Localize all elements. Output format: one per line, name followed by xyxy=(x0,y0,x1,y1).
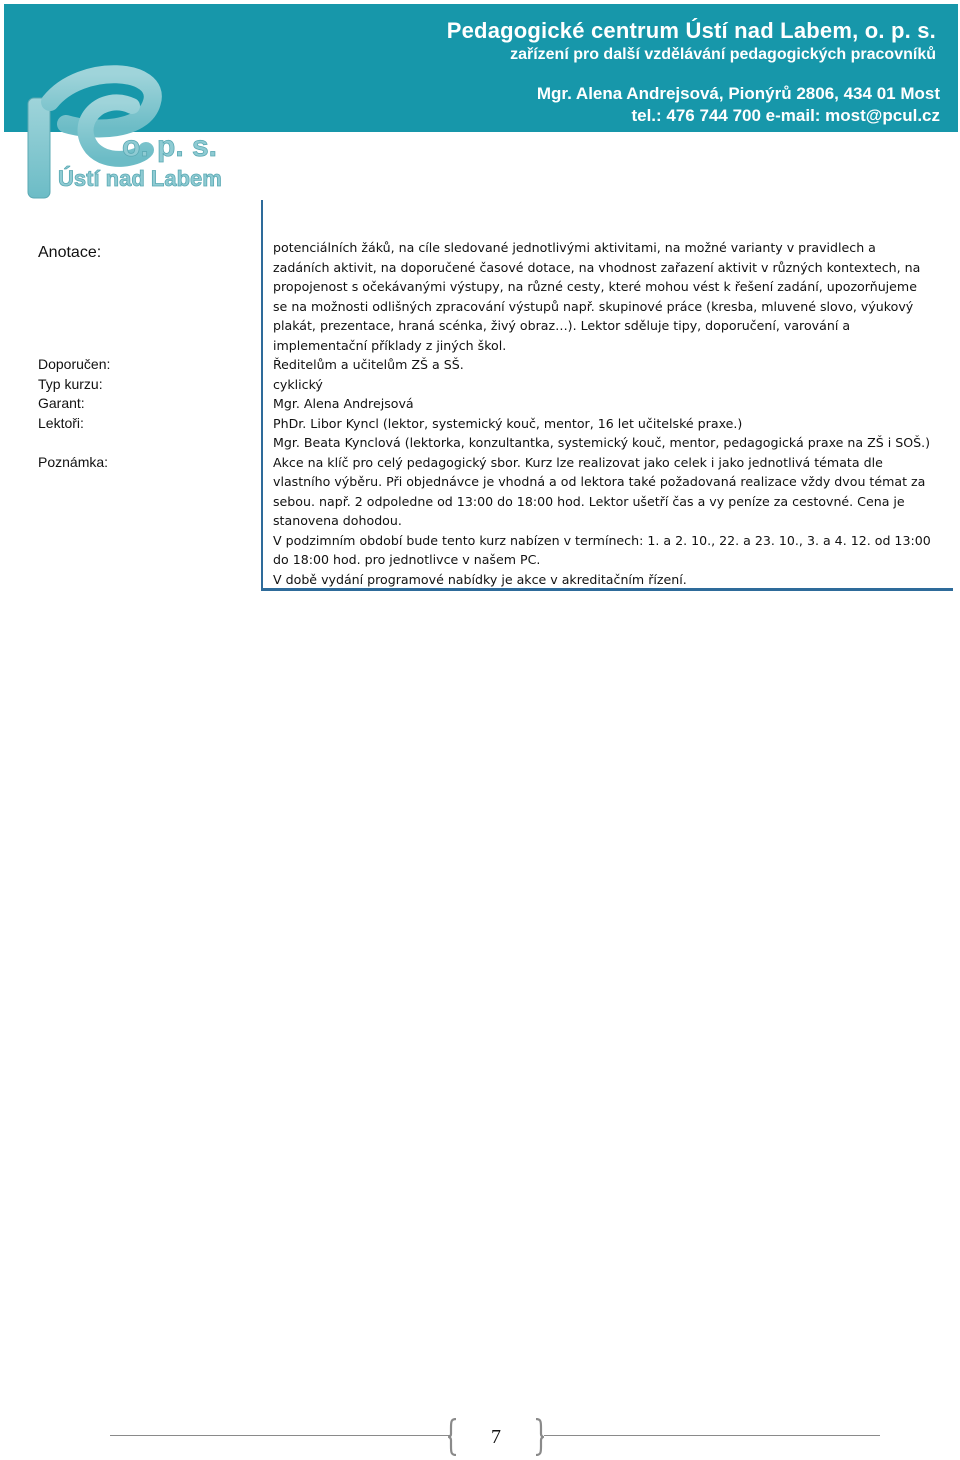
poznamka-line: Akce na klíč pro celý pedagogický sbor. Kurz lze realizovat jako celek i jako jednotlivá témata dle xyxy=(273,454,883,470)
lektor-line: PhDr. Libor Kyncl (lektor, systemický kouč, mentor, 16 let učitelské praxe.) xyxy=(273,415,743,431)
anotace-line: implementační příklady z jiných škol. xyxy=(273,337,507,353)
doporucen-value: Ředitelům a učitelům ZŠ a SŠ. xyxy=(273,357,464,372)
anotace-line: propojenost s očekávanými výstupy, na různé cesty, které mohou vést k řešení zadání, upozorňujeme xyxy=(273,279,917,294)
label-poznamka: Poznámka: xyxy=(38,454,109,470)
poznamka-line: do 18:00 hod. pro jednotlivce v našem PC. xyxy=(273,552,541,567)
typ-kurzu-value: cyklický xyxy=(273,376,323,392)
page-number: 7 xyxy=(491,1426,501,1448)
logo-city-text: Ústí nad Labem xyxy=(58,166,222,191)
label-lektori: Lektoři: xyxy=(38,415,84,431)
anotace-line: potenciálních žáků, na cíle sledované jednotlivými aktivitami, na možné varianty v pravidlech a xyxy=(273,240,876,255)
footer-bracket-right xyxy=(534,1418,544,1456)
label-anotace: Anotace: xyxy=(38,244,102,261)
label-typ-kurzu: Typ kurzu: xyxy=(38,376,103,392)
poznamka-line: V době vydání programové nabídky je akce v akreditačním řízení. xyxy=(273,571,687,587)
garant-value: Mgr. Alena Andrejsová xyxy=(273,396,414,411)
footer-rule-left xyxy=(110,1435,450,1436)
footer-bracket-left xyxy=(448,1418,458,1456)
course-details xyxy=(273,238,943,589)
lektor-line: Mgr. Beata Kynclová (lektorka, konzultantka, systemický kouč, mentor, pedagogická praxe na ZŠ i SOŠ.) xyxy=(273,435,931,450)
pcul-logo xyxy=(22,62,232,202)
org-subtitle: zařízení pro další vzdělávání pedagogických pracovníků xyxy=(510,46,936,63)
label-doporucen: Doporučen: xyxy=(38,356,111,372)
org-contact: tel.: 476 744 700 e-mail: most@pcul.cz xyxy=(631,106,940,125)
logo-ops-text: o. p. s. xyxy=(122,130,218,163)
anotace-line: se na možnosti odlišných zpracování výstupů např. skupinové práce (kresba, mluvené slovo, výukový xyxy=(273,298,914,314)
poznamka-line: V podzimním období bude tento kurz nabízen v termínech: 1. a 2. 10., 22. a 23. 10., 3. a 4. 12. od 13:00 xyxy=(273,532,931,548)
org-address: Mgr. Alena Andrejsová, Pionýrů 2806, 434 01 Most xyxy=(536,84,940,103)
content-border-left xyxy=(261,200,263,590)
footer-rule-right xyxy=(544,1435,880,1436)
org-name: Pedagogické centrum Ústí nad Labem, o. p. s. xyxy=(446,18,936,43)
label-garant: Garant: xyxy=(38,395,85,411)
poznamka-line: vlastního výběru. Při objednávce je vhodná a od lektora také požadovaná realizace vždy dvou témat za xyxy=(273,474,926,489)
anotace-line: plakát, prezentace, hraná scénka, živý obraz…). Lektor sděluje tipy, doporučení, varování a xyxy=(273,318,851,333)
poznamka-line: sebou. např. 2 odpoledne od 13:00 do 18:00 hod. Lektor ušetří čas a vy peníze za cestovné. Cena je xyxy=(273,493,905,509)
poznamka-line: stanovena dohodou. xyxy=(273,513,402,528)
anotace-line: zadáních aktivit, na doporučené časové dotace, na vhodnost zařazení aktivit v různých kontextech, na xyxy=(273,259,921,275)
